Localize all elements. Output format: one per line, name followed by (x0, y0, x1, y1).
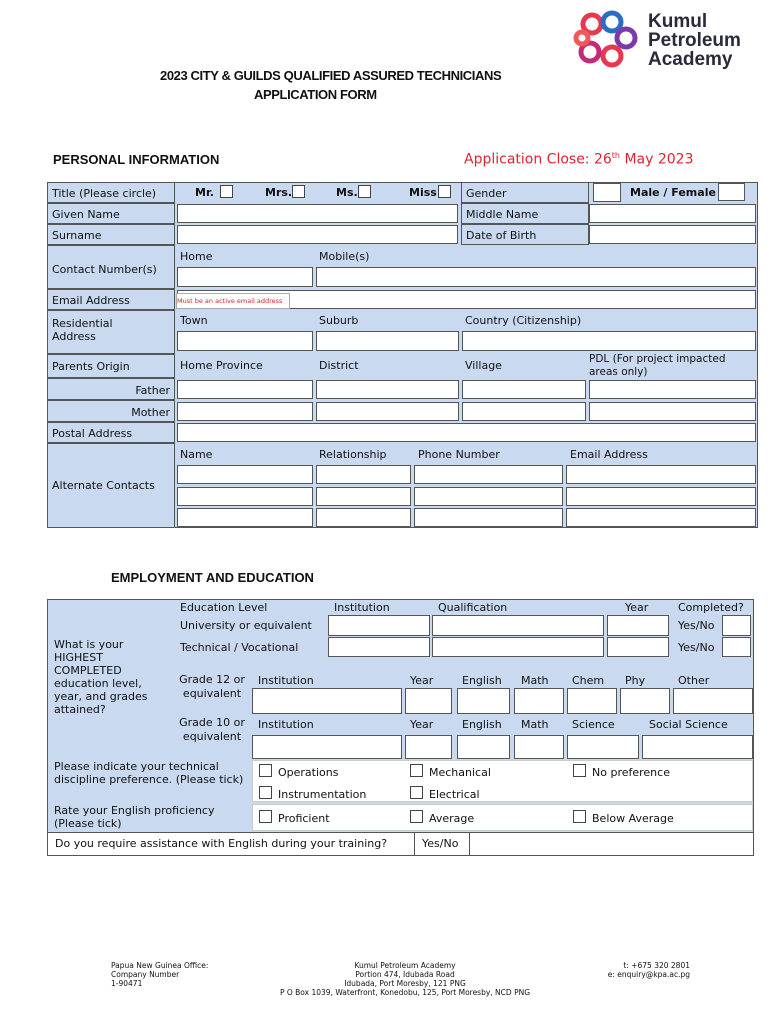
g12-phy[interactable] (620, 688, 670, 714)
kpa-logo-icon (572, 8, 644, 72)
postal-input[interactable] (177, 423, 756, 442)
personal-heading: PERSONAL INFORMATION (53, 152, 220, 167)
institution-header: Institution (334, 601, 390, 614)
year-header: Year (625, 601, 649, 614)
male-female: Male / Female (630, 186, 716, 199)
mobile-label: Mobile(s) (319, 250, 370, 263)
university-label: University or equivalent (180, 619, 312, 632)
title-miss: Miss (409, 186, 437, 199)
form-title-line2: APPLICATION FORM (254, 87, 377, 102)
middle-name-label: Middle Name (461, 203, 589, 224)
edu-level-header: Education Level (180, 601, 268, 614)
miss-checkbox[interactable] (438, 185, 451, 198)
mother-province[interactable] (177, 402, 313, 421)
given-name-label: Given Name (47, 203, 175, 224)
district-label: District (319, 359, 359, 372)
footer-address: Kumul Petroleum Academy Portion 474, Idubada Road Idubada, Port Moresby, 121 PNG P O Box 1039, Waterfront, Konedobu, 125, Port Moresby, NCD PNG (279, 961, 531, 997)
mother-label: Mother (47, 400, 175, 422)
alt-phone-header: Phone Number (418, 448, 500, 461)
father-village[interactable] (462, 380, 586, 399)
university-yes-no: Yes/No (678, 619, 715, 632)
parents-origin-label: Parents Origin (47, 354, 175, 378)
g12-other[interactable] (673, 688, 753, 714)
alt2-name[interactable] (177, 487, 313, 506)
alt-email-header: Email Address (570, 448, 648, 461)
alt1-name[interactable] (177, 465, 313, 484)
g12-chem[interactable] (567, 688, 617, 714)
father-province[interactable] (177, 380, 313, 399)
pdl-label: PDL (For project impacted areas only) (589, 353, 726, 378)
mother-district[interactable] (316, 402, 459, 421)
proficient-label: Proficient (278, 812, 330, 825)
g12-year[interactable] (405, 688, 452, 714)
alt1-email[interactable] (566, 465, 756, 484)
assist-divider (414, 832, 415, 856)
father-label: Father (47, 378, 175, 400)
title-ms: Ms. (336, 186, 358, 199)
g10-institution-header: Institution (258, 718, 314, 731)
alt3-relationship[interactable] (316, 508, 411, 527)
below-average-checkbox[interactable] (573, 810, 586, 823)
father-pdl[interactable] (589, 380, 756, 399)
g10-english-header: English (462, 718, 502, 731)
home-phone-input[interactable] (177, 267, 313, 287)
mechanical-label: Mechanical (429, 766, 491, 779)
university-year[interactable] (607, 615, 669, 636)
g12-other-header: Other (678, 674, 710, 687)
alt1-phone[interactable] (414, 465, 563, 484)
dob-input[interactable] (589, 225, 756, 244)
discipline-question: Please indicate your technical discipline preference. (Please tick) (54, 760, 244, 786)
mobile-input[interactable] (316, 267, 756, 287)
postal-label: Postal Address (47, 422, 175, 443)
surname-input[interactable] (177, 225, 458, 244)
no-preference-label: No preference (592, 766, 670, 779)
technical-yes-no: Yes/No (678, 641, 715, 654)
completed-header: Completed? (678, 601, 744, 614)
g12-english[interactable] (457, 688, 510, 714)
residential-label: Residential Address (47, 310, 175, 354)
town-input[interactable] (177, 331, 313, 351)
mrs-checkbox[interactable] (292, 185, 305, 198)
surname-label: Surname (47, 224, 175, 245)
g10-social-science[interactable] (642, 735, 753, 759)
village-label: Village (465, 359, 502, 372)
footer-contact: t: +675 320 2801 e: enquiry@kpa.ac.pg (607, 961, 690, 979)
average-label: Average (429, 812, 475, 825)
technical-label: Technical / Vocational (180, 641, 299, 654)
alt2-email[interactable] (566, 487, 756, 506)
email-note: Must be an active email address (176, 293, 290, 309)
university-institution[interactable] (328, 615, 430, 636)
g12-phy-header: Phy (625, 674, 646, 687)
mr-checkbox[interactable] (220, 185, 233, 198)
qualification-header: Qualification (438, 601, 508, 614)
home-province-label: Home Province (180, 359, 263, 372)
male-female-box[interactable] (718, 183, 745, 201)
country-input[interactable] (462, 331, 756, 351)
university-qualification[interactable] (432, 615, 604, 636)
alt2-phone[interactable] (414, 487, 563, 506)
g10-math-header: Math (521, 718, 549, 731)
alt3-phone[interactable] (414, 508, 563, 527)
alt1-relationship[interactable] (316, 465, 411, 484)
technical-institution[interactable] (328, 637, 430, 657)
given-name-input[interactable] (177, 204, 458, 223)
title-label: Title (Please circle) (47, 182, 175, 203)
grade12-label: Grade 12 or equivalent (179, 673, 245, 700)
technical-qualification[interactable] (432, 637, 604, 657)
technical-year[interactable] (607, 637, 669, 657)
g12-math[interactable] (514, 688, 564, 714)
electrical-checkbox[interactable] (410, 786, 423, 799)
title-mr: Mr. (195, 186, 214, 199)
operations-checkbox[interactable] (259, 764, 272, 777)
g12-chem-header: Chem (572, 674, 605, 687)
country-label: Country (Citizenship) (465, 314, 582, 327)
g10-institution[interactable] (252, 735, 402, 759)
assist-divider2 (469, 832, 470, 856)
mechanical-checkbox[interactable] (410, 764, 423, 777)
g12-math-header: Math (521, 674, 549, 687)
middle-name-input[interactable] (589, 204, 756, 223)
alternate-contacts-label: Alternate Contacts (47, 443, 175, 528)
assist-question: Do you require assistance with English during your training? (55, 837, 388, 850)
gender-label: Gender (461, 182, 589, 203)
assist-yes-no[interactable]: Yes/No (422, 837, 459, 850)
alt-name-header: Name (180, 448, 213, 461)
application-close: Application Close: 26th May 2023 (464, 151, 694, 168)
highest-education-question: What is your HIGHEST COMPLETED education level, year, and grades attained? (54, 638, 148, 716)
ms-checkbox[interactable] (358, 185, 371, 198)
mother-pdl[interactable] (589, 402, 756, 421)
suburb-input[interactable] (316, 331, 459, 351)
g12-institution[interactable] (252, 688, 402, 714)
alt2-relationship[interactable] (316, 487, 411, 506)
grade10-label: Grade 10 or equivalent (179, 716, 245, 743)
gender-input[interactable] (593, 183, 621, 202)
g10-social-science-header: Social Science (649, 718, 728, 731)
g12-english-header: English (462, 674, 502, 687)
g12-year-header: Year (410, 674, 434, 687)
g10-year-header: Year (410, 718, 434, 731)
alt3-email[interactable] (566, 508, 756, 527)
dob-label: Date of Birth (461, 224, 589, 245)
instrumentation-label: Instrumentation (278, 788, 367, 801)
g10-math[interactable] (514, 735, 564, 759)
below-average-label: Below Average (592, 812, 674, 825)
instrumentation-checkbox[interactable] (259, 786, 272, 799)
g10-science-header: Science (572, 718, 615, 731)
form-title-line1: 2023 CITY & GUILDS QUALIFIED ASSURED TECHNICIANS (160, 68, 502, 83)
average-checkbox[interactable] (410, 810, 423, 823)
contact-label: Contact Number(s) (47, 245, 175, 289)
employment-heading: EMPLOYMENT AND EDUCATION (111, 570, 314, 585)
suburb-label: Suburb (319, 314, 359, 327)
title-mrs: Mrs. (265, 186, 293, 199)
operations-label: Operations (278, 766, 339, 779)
home-label: Home (180, 250, 213, 263)
proficient-checkbox[interactable] (259, 810, 272, 823)
logo-text: Kumul Petroleum Academy (648, 11, 741, 70)
english-question: Rate your English proficiency (Please tick) (54, 804, 215, 830)
no-preference-checkbox[interactable] (573, 764, 586, 777)
alt3-name[interactable] (177, 508, 313, 527)
g12-institution-header: Institution (258, 674, 314, 687)
g10-year[interactable] (405, 735, 452, 759)
town-label: Town (180, 314, 208, 327)
g10-english[interactable] (457, 735, 510, 759)
footer-office: Papua New Guinea Office: Company Number 1-90471 (111, 961, 209, 988)
technical-completed[interactable] (722, 637, 751, 657)
g10-science[interactable] (567, 735, 639, 759)
email-label: Email Address (47, 289, 175, 310)
university-completed[interactable] (722, 615, 751, 636)
alt-relationship-header: Relationship (319, 448, 387, 461)
father-district[interactable] (316, 380, 459, 399)
mother-village[interactable] (462, 402, 586, 421)
electrical-label: Electrical (429, 788, 480, 801)
